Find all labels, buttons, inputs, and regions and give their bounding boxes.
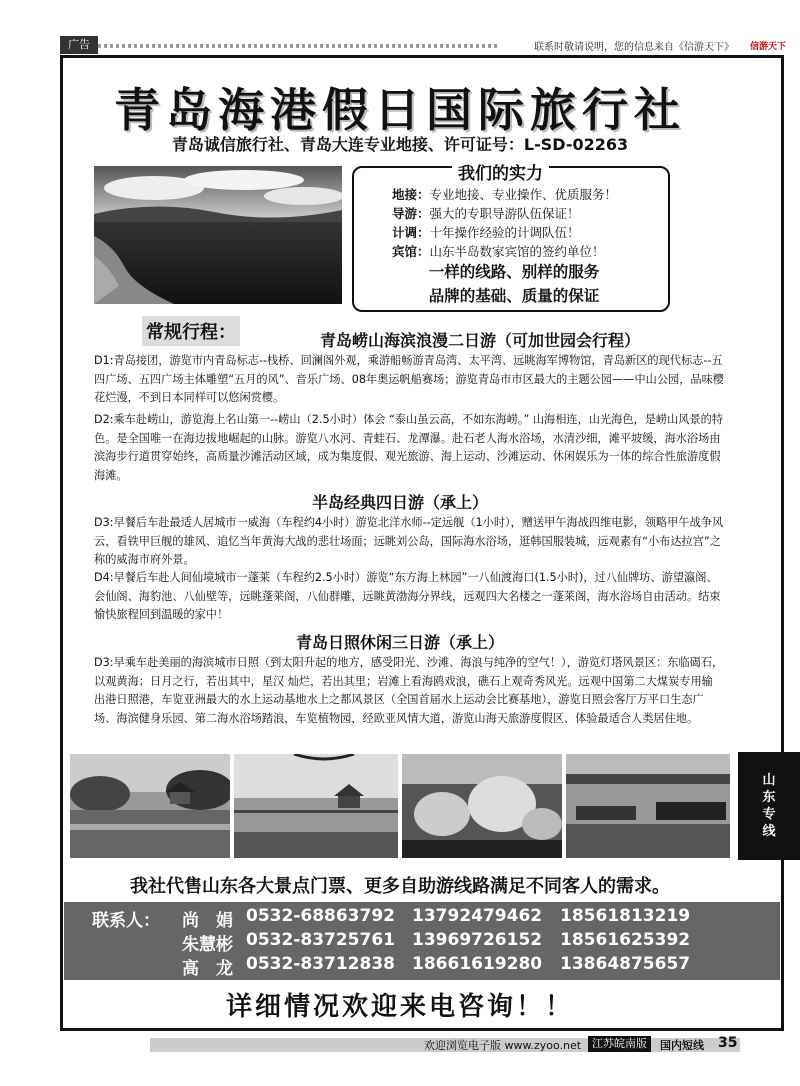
contact-phone: 13792479462 (412, 906, 543, 926)
contact-phone: 13969726152 (412, 930, 543, 950)
contact-phone: 18561813219 (560, 906, 691, 926)
strength-text: 十年操作经验的计调队伍！ (429, 225, 580, 240)
slogan-line-2: 品牌的基础、质量的保证 (428, 287, 600, 305)
agency-title: 青岛海港假日国际旅行社 (114, 83, 686, 137)
pier-photo (234, 754, 398, 858)
page-footer (0, 1034, 800, 1054)
welcome-message: 详细情况欢迎来电咨询！！ (225, 992, 574, 1022)
side-tab-char: 山 (762, 773, 776, 788)
footer-section: 国内短线 (660, 1039, 704, 1052)
side-tab-char: 专 (762, 807, 776, 822)
contact-phone: 13864875657 (560, 954, 691, 974)
route-title: 青岛崂山海滨浪漫二日游（可加世园会行程） (319, 331, 640, 350)
contact-name: 朱慧彬 (182, 935, 233, 955)
strength-key: 计调： (392, 225, 430, 240)
photo-strip (70, 754, 730, 858)
agency-subtitle: 青岛诚信旅行社、青岛大连专业地接、许可证号：L-SD-02263 (171, 135, 629, 154)
strength-text: 强大的专职导游队伍保证！ (429, 206, 580, 221)
magazine-logo: 信游天下 (749, 42, 786, 52)
strength-item (392, 204, 668, 223)
park-pavilion-photo (70, 754, 230, 858)
strength-text: 山东半岛数家宾馆的签约单位！ (429, 244, 605, 259)
ad-note: 联系时敬请说明，您的信息来自《信游天下》 (534, 42, 734, 53)
checker-stripe (98, 44, 498, 48)
top-bar (60, 36, 786, 54)
footer-site-link[interactable]: 欢迎浏览电子版 www.zyoo.net (424, 1039, 582, 1052)
strength-key: 地接： (392, 187, 430, 202)
strength-text: 专业地接、专业操作、优质服务！ (429, 187, 618, 202)
contact-label: 联系人： (92, 911, 160, 931)
itinerary-day: D4:早餐后车赴人间仙境城市一蓬莱（车程约2.5小时）游览“东方海上林园”一八仙渡海口(1.5小时)，过八仙牌坊、游望瀛阁、会仙阁、海豹池、八仙壁等，远眺蓬莱阁，八仙群雕，远眺黄渤海分界线，远观四大名楼之一蓬莱阁，海水浴场自由活动。结束愉快旅程回到温暖的家中！ (94, 571, 721, 622)
itinerary-day: D2:乘车赴崂山，游览海上名山第一--崂山（2.5小时）体会 “泰山虽云高，不如东海崂。” 山海相连，山光海色，是崂山风景的特色。是全国唯一在海边拔地崛起的山脉。游览八水河、青蛙石、龙潭瀑。赴石老人海水浴场，水清沙细，滩平坡缓，海水浴场由滨海步行道贯穿始终，高质量沙滩活动区域，成为集度假、观光旅游、海上运动、沙滩运动、休闲娱乐为一体的综合性旅游度假海滩。 (94, 413, 724, 482)
contact-phone: 0532-68863792 (246, 906, 395, 926)
strength-list (392, 185, 668, 261)
route-title: 青岛日照休闲三日游（承上） (295, 633, 504, 652)
itinerary-day: D1:青岛接团，游览市内青岛标志--栈桥、回澜阁外观，乘游船畅游青岛湾、太平湾、远眺海军博物馆，青岛新区的现代标志--五四广场、五四广场主体雕塑“五月的风”、音乐广场、08年奥运帆船赛场；游览青岛市市区最大的主题公园——中山公园，品味樱花烂漫，不到日本同样可以悠闲赏樱。 (94, 354, 724, 405)
strength-item (392, 242, 668, 261)
side-tab-char: 东 (762, 790, 776, 805)
itinerary-day: D3:早餐后车赴最适人居城市一威海（车程约4小时）游览北洋水师--定远舰（1小时），赠送甲午海战四维电影，领略甲午战争风云，看铁甲巨舰的雄风、追忆当年黄海大战的悲壮场面；远眺刘公岛，国际海水浴场，逛韩国服装城，远观素有“小布达拉宫”之称的威海市府外景。 (94, 516, 724, 567)
ad-tag: 广告 (60, 36, 98, 54)
ticket-notice: 我社代售山东各大景点门票、更多自助游线路满足不同客人的需求。 (130, 876, 670, 897)
slogan-line-1: 一样的线路、别样的服务 (428, 263, 600, 281)
strength-item (392, 223, 668, 242)
contact-phone: 0532-83712838 (246, 954, 395, 974)
strength-key: 导游： (392, 206, 430, 221)
rock-garden-photo (402, 754, 562, 858)
strength-key: 宾馆： (392, 244, 430, 259)
contact-phone: 18661619280 (412, 954, 543, 974)
contact-name: 高 龙 (182, 959, 233, 979)
strength-item (392, 185, 668, 204)
routine-label: 常规行程： (142, 316, 240, 346)
coastline-photo (94, 166, 342, 304)
route-title: 半岛经典四日游（承上） (311, 493, 488, 512)
strength-panel (352, 166, 670, 312)
contact-phone: 18561625392 (560, 930, 691, 950)
strength-title: 我们的实力 (452, 159, 549, 184)
side-tab-char: 线 (762, 824, 776, 839)
harbor-photo (566, 754, 730, 858)
contact-block (64, 902, 780, 980)
contact-phone: 0532-83725761 (246, 930, 395, 950)
contact-name: 尚 娟 (182, 911, 233, 931)
page-number: 35 (718, 1035, 738, 1051)
section-tab-shandong (738, 752, 800, 860)
itinerary-day: D3:早乘车赴美丽的海滨城市日照（到太阳升起的地方，感受阳光、沙滩、海浪与纯净的空气！），游览灯塔风景区：东临碣石，以观黄海；日月之行，若出其中，星汉 灿烂，若出其里；岩滩上看海鸥戏浪，礁石上观奇秀风光。远观中国第二大煤炭专用输出港日照港，车览亚洲最大的水上运动基地水上之都风景区（全国首届水上运动会比赛基地），游览日照会客厅万平口生态广场、海滨健身乐园、第二海水浴场踏浪，车览植物园，经欧亚风情大道，游览山海天旅游度假区、体验最适合人类居住地。 (94, 656, 724, 725)
footer-edition: 江苏皖南版 (588, 1036, 651, 1052)
